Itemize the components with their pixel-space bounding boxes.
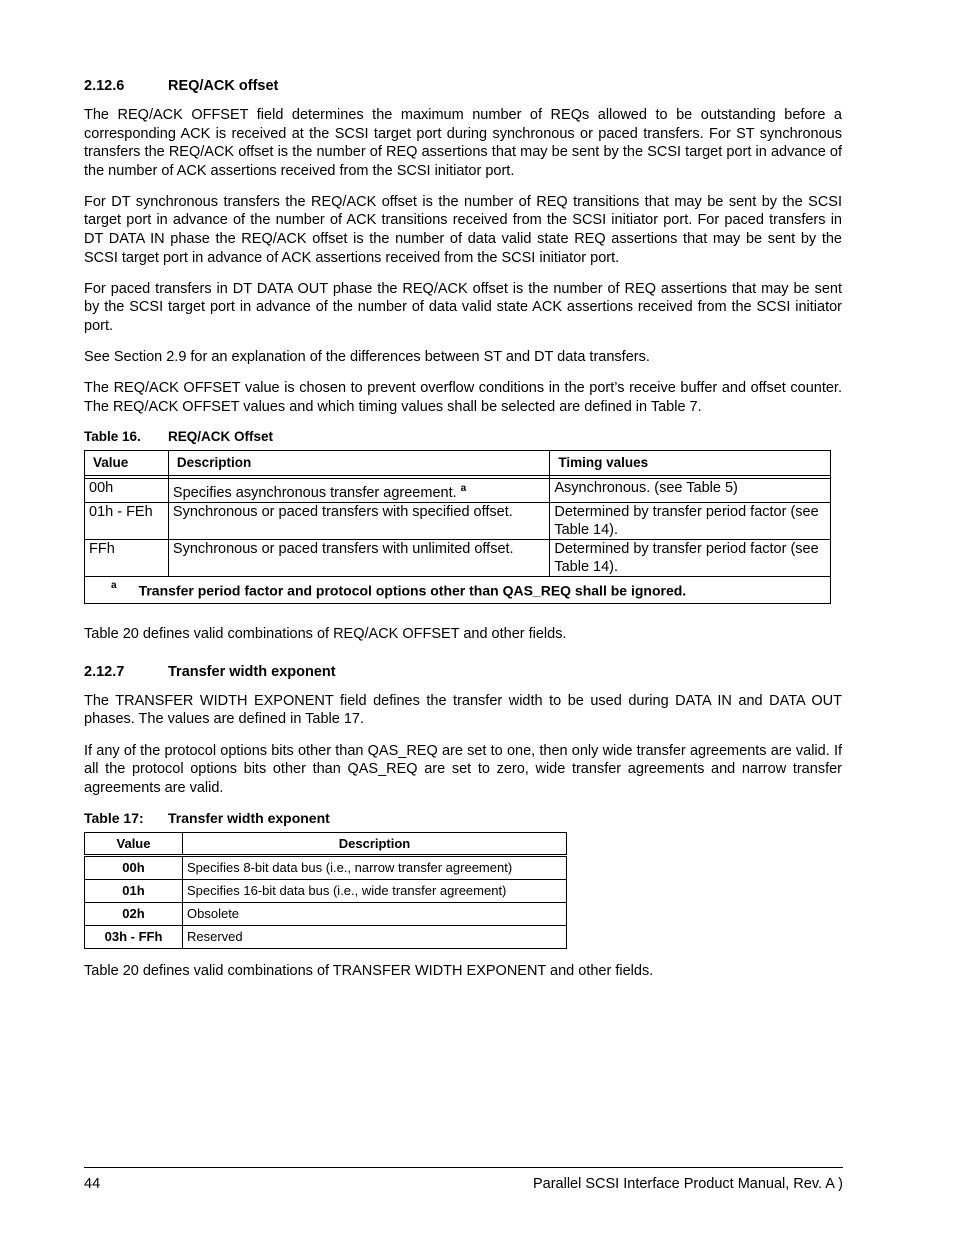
table-cell: Specifies 16-bit data bus (i.e., wide transfer agreement) <box>183 879 567 902</box>
table-header-row <box>85 832 567 855</box>
table-cell: 01h - FEh <box>85 502 169 539</box>
page-number: 44 <box>84 1176 101 1192</box>
section-title: REQ/ACK offset <box>168 78 279 94</box>
table-cell: Specifies 8-bit data bus (i.e., narrow transfer agreement) <box>183 855 567 879</box>
table-title: Transfer width exponent <box>168 809 330 826</box>
table-cell: 01h <box>85 879 183 902</box>
table-cell: 02h <box>85 902 183 925</box>
column-header: Timing values <box>550 450 831 475</box>
paragraph: For DT synchronous transfers the REQ/ACK offset is the number of REQ transitions that may be sent by the SCSI target port in advance of the number of ACK transitions received from the SCSI initiator port. For paced transfers in DT DATA IN phase the REQ/ACK offset is the number of data valid state REQ assertions that may be sent by the SCSI target port in advance of ACK assertions received from the SCSI initiator port. <box>84 193 842 266</box>
column-header: Description <box>183 832 567 855</box>
table-cell: Asynchronous. (see Table 5) <box>550 478 831 502</box>
table-header-row <box>85 450 831 475</box>
footnote-text: Transfer period factor and protocol options other than QAS_REQ shall be ignored. <box>138 582 687 599</box>
table-footnote-row <box>85 576 831 604</box>
paragraph: If any of the protocol options bits other than QAS_REQ are set to one, then only wide transfer agreements are valid. If all the protocol options bits other than QAS_REQ are set to zero, wide transfer agreements and narrow transfer agreements are valid. <box>84 742 842 796</box>
table-cell: 00h <box>85 855 183 879</box>
table-title: REQ/ACK Offset <box>168 428 274 444</box>
paragraph: Table 20 defines valid combinations of REQ/ACK OFFSET and other fields. <box>84 626 567 643</box>
table-row <box>85 478 831 502</box>
paragraph: The REQ/ACK OFFSET field determines the maximum number of REQs allowed to be outstanding before a corresponding ACK is received at the SCSI target port during synchronous or paced transfers. For ST synchronous transfers the REQ/ACK offset is the number of REQ assertions that may be sent by the SCSI target port in advance of the number of ACK assertions received from the SCSI initiator port. <box>84 107 842 179</box>
manual-title: Parallel SCSI Interface Product Manual, Rev. A ) <box>532 1176 843 1192</box>
paragraph: The TRANSFER WIDTH EXPONENT field defines the transfer width to be used during DATA IN and DATA OUT phases. The values are defined in Table 17. <box>84 692 842 728</box>
table-16-caption <box>84 429 842 444</box>
table-row <box>85 855 567 879</box>
table-16 <box>84 450 831 604</box>
cell-text: Specifies asynchronous transfer agreement. <box>172 484 457 501</box>
section-number: 2.12.7 <box>84 663 125 680</box>
table-cell: Synchronous or paced transfers with unlimited offset. <box>168 539 549 576</box>
table-label: Table 17: <box>84 809 144 826</box>
section-heading-2-12-6 <box>84 78 842 94</box>
column-header: Value <box>85 450 169 475</box>
table-cell: FFh <box>85 539 169 576</box>
table-17 <box>84 832 567 949</box>
column-header: Value <box>85 832 183 855</box>
section-heading-2-12-7 <box>84 664 842 680</box>
table-row <box>85 502 831 539</box>
table-row <box>85 925 567 948</box>
table-cell: Determined by transfer period factor (see Table 14). <box>550 502 831 539</box>
table-cell: Obsolete <box>183 902 567 925</box>
table-label: Table 16. <box>84 428 141 444</box>
column-header: Description <box>168 450 549 475</box>
table-cell: Synchronous or paced transfers with specified offset. <box>168 502 549 539</box>
page-content <box>84 78 842 993</box>
table-17-caption <box>84 810 842 826</box>
footnote-mark: a <box>111 579 117 591</box>
table-row <box>85 902 567 925</box>
paragraph: The REQ/ACK OFFSET value is chosen to prevent overflow conditions in the port’s receive buffer and offset counter. The REQ/ACK OFFSET values and which timing values shall be selected are defined in Table 7. <box>84 380 842 415</box>
paragraph: See Section 2.9 for an explanation of the differences between ST and DT data transfers. <box>84 349 650 366</box>
table-row <box>85 879 567 902</box>
table-cell: 03h - FFh <box>85 925 183 948</box>
table-footnote <box>85 576 831 604</box>
table-cell: Determined by transfer period factor (see Table 14). <box>550 539 831 576</box>
section-title: Transfer width exponent <box>168 663 336 680</box>
section-number: 2.12.6 <box>84 78 125 94</box>
page-footer <box>84 1167 843 1192</box>
paragraph: Table 20 defines valid combinations of TRANSFER WIDTH EXPONENT and other fields. <box>84 962 654 979</box>
paragraph: For paced transfers in DT DATA OUT phase the REQ/ACK offset is the number of REQ assertions that may be sent by the SCSI target port in advance of the number of data valid state ACK assertions received from the SCSI initiator port. <box>84 280 842 334</box>
footnote-ref: a <box>460 482 467 494</box>
table-row <box>85 539 831 576</box>
table-cell: Reserved <box>183 925 567 948</box>
table-cell <box>168 478 549 502</box>
table-cell: 00h <box>85 478 169 502</box>
